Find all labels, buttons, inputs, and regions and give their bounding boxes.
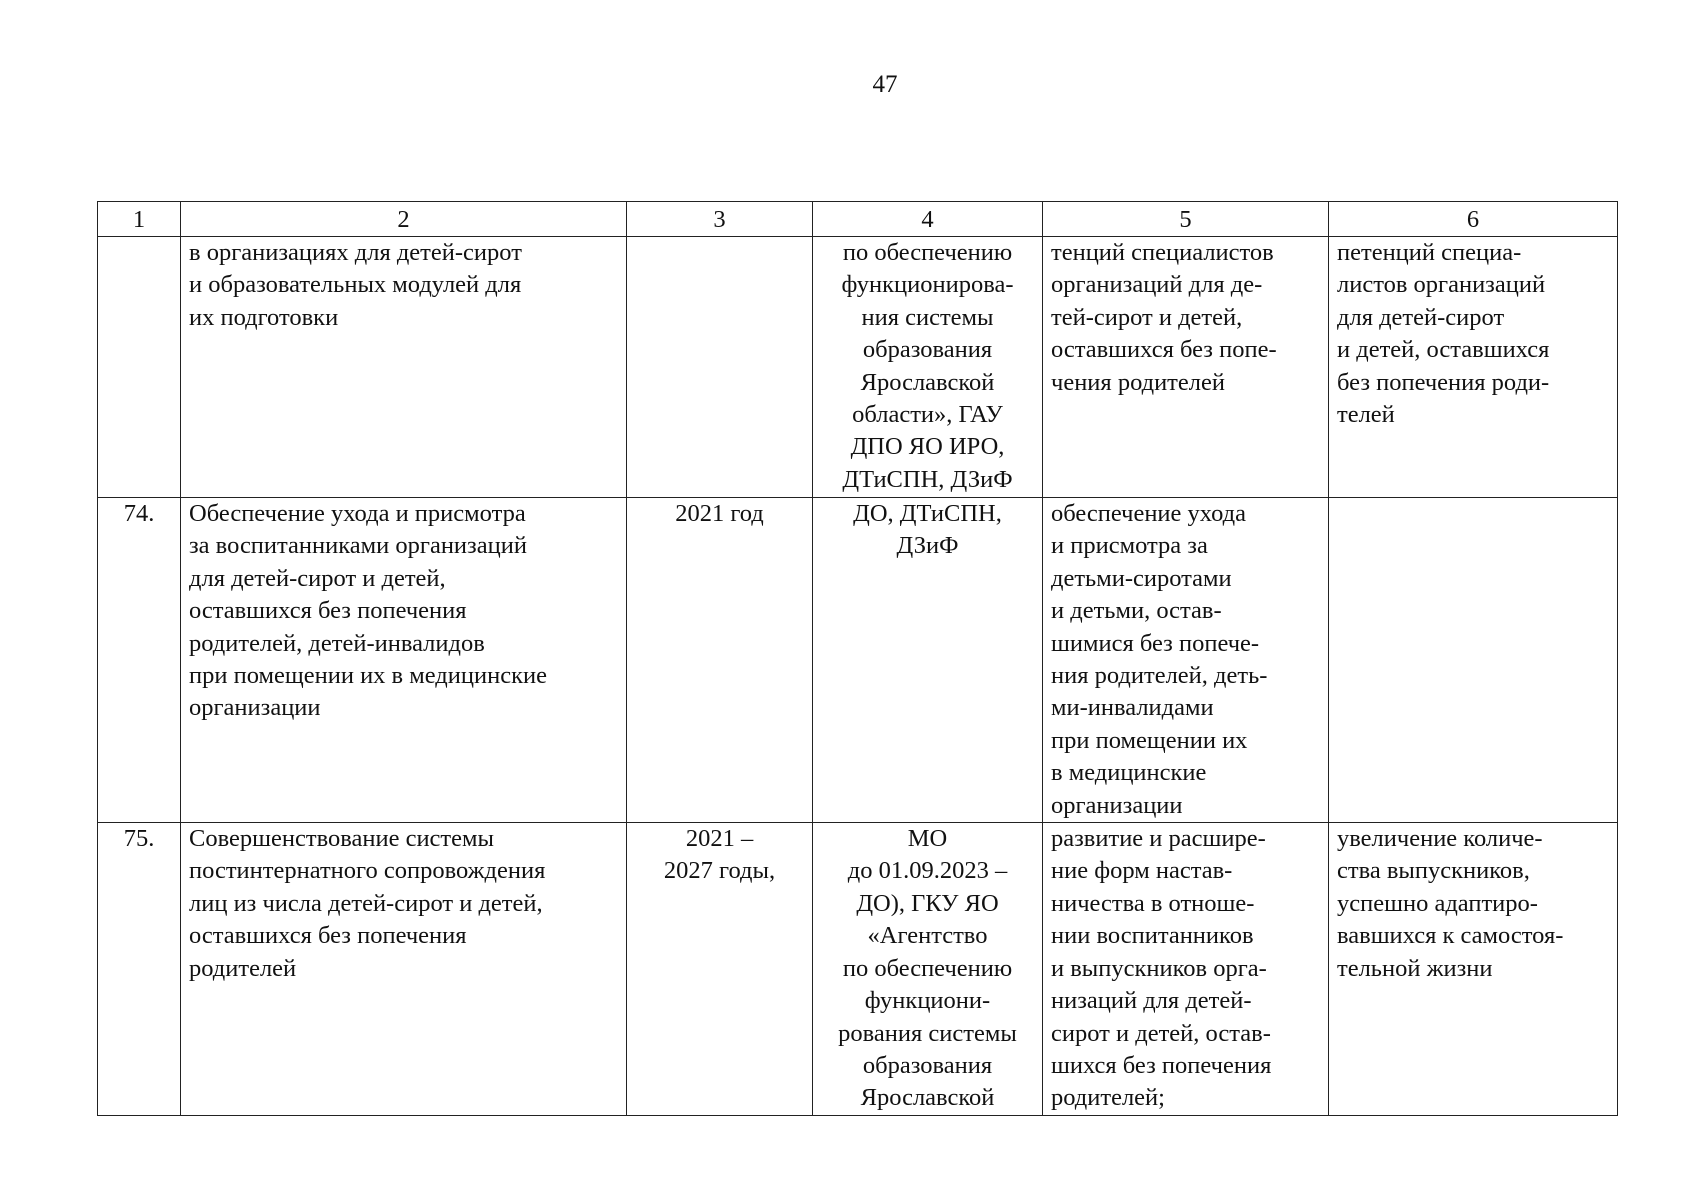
cell-text-line: МО xyxy=(907,825,948,853)
cell-text-line: детьми-сиротами xyxy=(1051,564,1232,592)
row-number: 75. xyxy=(98,823,181,1116)
cell-text-line: оставшихся без попе- xyxy=(1051,336,1277,364)
header-cell: 3 xyxy=(627,202,813,237)
cell-text-line: при помещении их xyxy=(1051,726,1248,754)
cell-text-line: родителей, детей-инвалидов xyxy=(189,629,485,657)
header-cell: 4 xyxy=(813,202,1043,237)
header-cell: 5 xyxy=(1043,202,1329,237)
cell-text-line: шимися без попече- xyxy=(1051,629,1260,657)
cell-text-line: в медицинские xyxy=(1051,759,1207,787)
cell-text-line: по обеспечению xyxy=(842,239,1013,266)
header-cell: 6 xyxy=(1329,202,1618,237)
period-cell xyxy=(627,498,813,823)
cell-text-line: тельной жизни xyxy=(1337,954,1493,982)
cell-text-line: тей-сирот и детей, xyxy=(1051,303,1243,331)
cell-text-line: низаций для детей- xyxy=(1051,987,1252,1015)
measures-table xyxy=(97,201,1618,1116)
cell-text-line: петенций специа- xyxy=(1337,239,1522,266)
result-cell xyxy=(1043,498,1329,823)
cell-text-line: успешно адаптиро- xyxy=(1337,889,1538,917)
cell-text-line: ние форм настав- xyxy=(1051,857,1233,885)
header-cell: 2 xyxy=(181,202,627,237)
header-row xyxy=(98,202,1618,237)
result-cell xyxy=(1043,237,1329,498)
cell-text-line: для детей-сирот и детей, xyxy=(189,564,446,592)
activity-cell xyxy=(181,498,627,823)
cell-text-line: до 01.09.2023 – xyxy=(847,857,1008,885)
row-number xyxy=(98,237,181,498)
row-number: 74. xyxy=(98,498,181,823)
cell-text-line: организации xyxy=(1051,791,1183,819)
cell-text-line: и детьми, остав- xyxy=(1051,597,1222,625)
executor-cell xyxy=(813,237,1043,498)
cell-text-line: организаций для де- xyxy=(1051,271,1263,299)
cell-text-line: в организациях для детей-сирот xyxy=(189,239,522,266)
cell-text-line: чения родителей xyxy=(1051,368,1225,396)
cell-text-line: ДПО ЯО ИРО, xyxy=(850,433,1005,461)
indicator-cell xyxy=(1329,498,1618,823)
cell-text-line: «Агентство xyxy=(867,922,988,950)
cell-text-line: нии воспитанников xyxy=(1051,922,1254,950)
table-row xyxy=(98,498,1618,823)
cell-text-line: функционирова- xyxy=(841,271,1014,299)
cell-text-line: ми-инвалидами xyxy=(1051,694,1214,722)
cell-text-line: ния системы xyxy=(861,303,994,331)
cell-text-line: и присмотра за xyxy=(1051,532,1208,560)
cell-text-line: ДТиСПН, ДЗиФ xyxy=(842,465,1013,493)
cell-text-line: лиц из числа детей-сирот и детей, xyxy=(189,889,543,917)
cell-text-line: без попечения роди- xyxy=(1337,368,1550,396)
cell-text-line: ДО), ГКУ ЯО xyxy=(856,889,999,917)
table-row xyxy=(98,237,1618,498)
cell-text-line: при помещении их в медицинские xyxy=(189,662,547,690)
executor-cell xyxy=(813,823,1043,1116)
cell-text-line: и выпускников орга- xyxy=(1051,954,1267,982)
cell-text-line: ДО, ДТиСПН, xyxy=(853,500,1002,527)
cell-text-line: Совершенствование системы xyxy=(189,825,494,853)
activity-cell xyxy=(181,237,627,498)
activity-cell xyxy=(181,823,627,1116)
cell-text-line: для детей-сирот xyxy=(1337,303,1505,331)
cell-text-line: 2027 годы, xyxy=(663,857,776,885)
cell-text-line: шихся без попечения xyxy=(1051,1051,1272,1079)
cell-text-line: оставшихся без попечения xyxy=(189,597,467,625)
cell-text-line: за воспитанниками организаций xyxy=(189,532,527,560)
cell-text-line: и образовательных модулей для xyxy=(189,271,522,299)
cell-text-line: сирот и детей, остав- xyxy=(1051,1019,1271,1047)
cell-text-line: тенций специалистов xyxy=(1051,239,1274,266)
table-row xyxy=(98,823,1618,1116)
cell-text-line: увеличение количе- xyxy=(1337,825,1543,853)
cell-text-line: развитие и расшире- xyxy=(1051,825,1266,853)
cell-text-line: обеспечение ухода xyxy=(1051,500,1246,527)
header-cell: 1 xyxy=(98,202,181,237)
cell-text-line: по обеспечению xyxy=(842,954,1013,982)
result-cell xyxy=(1043,823,1329,1116)
indicator-cell xyxy=(1329,237,1618,498)
page-number: 47 xyxy=(872,71,898,98)
cell-text-line: вавшихся к самостоя- xyxy=(1337,922,1564,950)
indicator-cell xyxy=(1329,823,1618,1116)
cell-text-line: образования xyxy=(862,1051,993,1079)
cell-text-line: функциони- xyxy=(864,987,991,1015)
cell-text-line: телей xyxy=(1337,401,1395,429)
cell-text-line: листов организаций xyxy=(1337,271,1546,299)
cell-text-line: и детей, оставшихся xyxy=(1337,336,1550,364)
cell-text-line: родителей xyxy=(189,954,297,982)
cell-text-line: области», ГАУ xyxy=(852,401,1003,429)
cell-text-line: ДЗиФ xyxy=(896,532,959,560)
cell-text-line: ничества в отноше- xyxy=(1051,889,1255,917)
cell-text-line: ния родителей, деть- xyxy=(1051,662,1268,690)
cell-text-line: ства выпускников, xyxy=(1337,857,1530,885)
cell-text-line: рования системы xyxy=(838,1019,1017,1047)
cell-text-line: Ярославской xyxy=(860,368,995,396)
period-cell xyxy=(627,823,813,1116)
cell-text-line: организации xyxy=(189,694,321,722)
cell-text-line: оставшихся без попечения xyxy=(189,922,467,950)
cell-text-line: Обеспечение ухода и присмотра xyxy=(189,500,526,527)
cell-text-line: родителей; xyxy=(1051,1084,1165,1112)
period-cell xyxy=(627,237,813,498)
cell-text-line: 2021 год xyxy=(675,500,764,527)
cell-text-line: 2021 – xyxy=(685,825,754,853)
cell-text-line: Ярославской xyxy=(860,1084,995,1112)
cell-text-line: образования xyxy=(862,336,993,364)
cell-text-line: их подготовки xyxy=(189,303,339,331)
cell-text-line: постинтернатного сопровождения xyxy=(189,857,546,885)
executor-cell xyxy=(813,498,1043,823)
